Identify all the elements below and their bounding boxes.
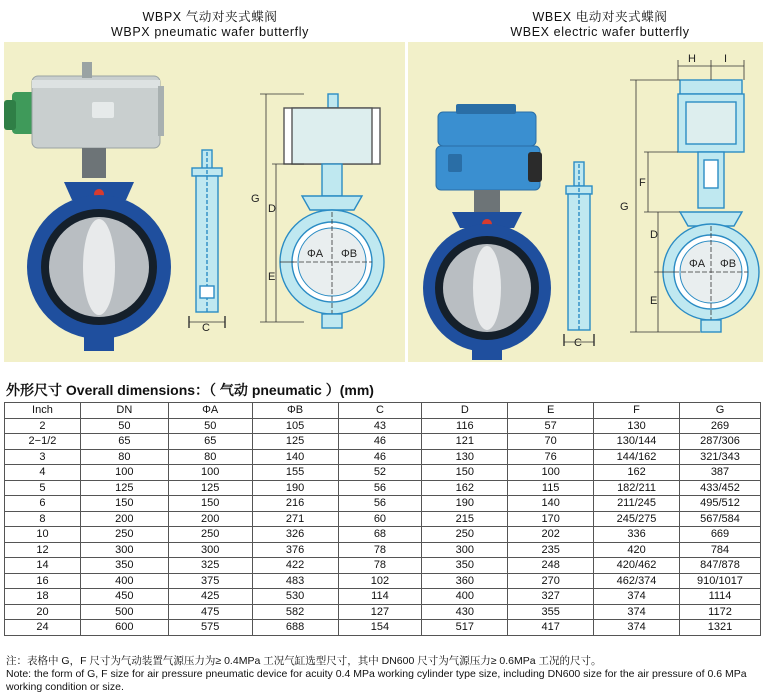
- dimensions-heading: 外形尺寸 Overall dimensions：（ 气动 pneumatic ）(mm): [6, 382, 374, 398]
- table-cell: 287/306: [680, 434, 761, 450]
- electric-front-drawing: [663, 80, 759, 332]
- electric-title-en: WBEX electric wafer butterfly: [510, 25, 690, 39]
- pneumatic-valve-title: [80, 10, 340, 40]
- table-cell: 80: [168, 449, 252, 465]
- table-cell: 2: [5, 418, 81, 434]
- table-cell: 150: [80, 496, 168, 512]
- table-cell: 1321: [680, 620, 761, 636]
- note-cn: 注：表格中 G，F 尺寸为气动装置气源压力为≥ 0.4MPa 工况气缸选型尺寸，其中 DN600 尺寸为气源压力≥ 0.6MPa 工况的尺寸。: [6, 655, 602, 667]
- pneumatic-side-section-drawing: [189, 150, 225, 328]
- table-cell: 271: [252, 511, 338, 527]
- electric-label-phi-a: ΦA: [689, 258, 706, 270]
- table-cell: 462/374: [594, 573, 680, 589]
- table-cell: 355: [508, 604, 594, 620]
- table-cell: 326: [252, 527, 338, 543]
- table-cell: 200: [80, 511, 168, 527]
- note-en: Note: the form of G, F size for air pressure pneumatic device for acuity 0.4 MPa working cylinder type size, including DN600 size for the air pressure of 0.6 MPa working condition or size.: [6, 668, 747, 693]
- table-cell: 784: [680, 542, 761, 558]
- table-row: [5, 604, 761, 620]
- pneumatic-front-drawing: [280, 94, 384, 328]
- column-header: G: [680, 403, 761, 419]
- table-cell: 321/343: [680, 449, 761, 465]
- table-cell: 422: [252, 558, 338, 574]
- electric-title-cn: WBEX 电动对夹式蝶阀: [532, 10, 668, 24]
- column-header: C: [338, 403, 422, 419]
- table-cell: 116: [422, 418, 508, 434]
- pneumatic-valve-illustration: [4, 42, 405, 362]
- electric-label-f: F: [639, 177, 646, 189]
- table-cell: 12: [5, 542, 81, 558]
- table-cell: 360: [422, 573, 508, 589]
- table-row: [5, 527, 761, 543]
- table-cell: 100: [508, 465, 594, 481]
- column-header: DN: [80, 403, 168, 419]
- table-cell: 430: [422, 604, 508, 620]
- table-row: [5, 418, 761, 434]
- column-header: Inch: [5, 403, 81, 419]
- table-cell: 400: [422, 589, 508, 605]
- pneumatic-label-phi-b: ΦB: [341, 248, 358, 260]
- table-cell: 211/245: [594, 496, 680, 512]
- electric-valve-illustration: [408, 42, 763, 362]
- pneumatic-title-cn: WBPX 气动对夹式蝶阀: [142, 10, 278, 24]
- table-cell: 495/512: [680, 496, 761, 512]
- pneumatic-actuator-photo: [4, 62, 164, 178]
- dimensions-table: [4, 402, 761, 636]
- table-cell: 669: [680, 527, 761, 543]
- table-cell: 6: [5, 496, 81, 512]
- table-cell: 2−1/2: [5, 434, 81, 450]
- table-cell: 245/275: [594, 511, 680, 527]
- table-cell: 100: [168, 465, 252, 481]
- table-cell: 374: [594, 604, 680, 620]
- table-cell: 847/878: [680, 558, 761, 574]
- table-cell: 269: [680, 418, 761, 434]
- note-block: [6, 655, 763, 694]
- table-cell: 483: [252, 573, 338, 589]
- electric-label-e: E: [650, 295, 658, 307]
- table-cell: 190: [252, 480, 338, 496]
- table-cell: 155: [252, 465, 338, 481]
- table-row: [5, 480, 761, 496]
- table-row: [5, 496, 761, 512]
- table-cell: 162: [422, 480, 508, 496]
- table-cell: 46: [338, 449, 422, 465]
- table-cell: 417: [508, 620, 594, 636]
- table-cell: 517: [422, 620, 508, 636]
- pneumatic-label-c: C: [202, 322, 210, 334]
- pneumatic-valve-drawing: [4, 42, 405, 362]
- table-cell: 65: [168, 434, 252, 450]
- table-cell: 200: [168, 511, 252, 527]
- electric-label-c: C: [574, 337, 582, 349]
- table-cell: 65: [80, 434, 168, 450]
- pneumatic-label-d: D: [268, 203, 276, 215]
- table-cell: 57: [508, 418, 594, 434]
- table-cell: 420/462: [594, 558, 680, 574]
- table-cell: 8: [5, 511, 81, 527]
- table-cell: 100: [80, 465, 168, 481]
- table-cell: 327: [508, 589, 594, 605]
- table-cell: 52: [338, 465, 422, 481]
- table-cell: 125: [252, 434, 338, 450]
- table-cell: 50: [80, 418, 168, 434]
- table-cell: 10: [5, 527, 81, 543]
- table-cell: 14: [5, 558, 81, 574]
- table-cell: 600: [80, 620, 168, 636]
- table-cell: 140: [252, 449, 338, 465]
- table-cell: 248: [508, 558, 594, 574]
- table-row: [5, 558, 761, 574]
- table-cell: 3: [5, 449, 81, 465]
- table-row: [5, 542, 761, 558]
- table-cell: 105: [252, 418, 338, 434]
- table-cell: 80: [80, 449, 168, 465]
- electric-label-h: H: [688, 53, 696, 65]
- table-cell: 68: [338, 527, 422, 543]
- table-cell: 910/1017: [680, 573, 761, 589]
- table-cell: 475: [168, 604, 252, 620]
- table-header-row: [5, 403, 761, 419]
- table-cell: 127: [338, 604, 422, 620]
- table-row: [5, 465, 761, 481]
- column-header: F: [594, 403, 680, 419]
- table-cell: 300: [422, 542, 508, 558]
- table-cell: 18: [5, 589, 81, 605]
- table-cell: 270: [508, 573, 594, 589]
- table-row: [5, 573, 761, 589]
- table-cell: 202: [508, 527, 594, 543]
- table-cell: 575: [168, 620, 252, 636]
- table-cell: 78: [338, 542, 422, 558]
- table-cell: 216: [252, 496, 338, 512]
- table-cell: 130: [422, 449, 508, 465]
- electric-label-d: D: [650, 229, 658, 241]
- pneumatic-label-g: G: [251, 193, 260, 205]
- electric-valve-body-photo: [423, 212, 551, 360]
- column-header: ΦA: [168, 403, 252, 419]
- table-cell: 215: [422, 511, 508, 527]
- table-cell: 336: [594, 527, 680, 543]
- table-row: [5, 589, 761, 605]
- table-cell: 70: [508, 434, 594, 450]
- table-cell: 78: [338, 558, 422, 574]
- table-cell: 374: [594, 589, 680, 605]
- column-header: D: [422, 403, 508, 419]
- column-header: E: [508, 403, 594, 419]
- table-cell: 350: [422, 558, 508, 574]
- electric-label-i: I: [724, 53, 728, 65]
- table-cell: 374: [594, 620, 680, 636]
- table-cell: 376: [252, 542, 338, 558]
- table-cell: 190: [422, 496, 508, 512]
- pneumatic-label-phi-a: ΦA: [307, 248, 324, 260]
- table-cell: 400: [80, 573, 168, 589]
- table-cell: 24: [5, 620, 81, 636]
- table-cell: 1172: [680, 604, 761, 620]
- electric-side-section-drawing: [564, 162, 594, 346]
- electric-valve-drawing: [408, 42, 763, 362]
- table-cell: 162: [594, 465, 680, 481]
- table-cell: 46: [338, 434, 422, 450]
- table-cell: 16: [5, 573, 81, 589]
- table-cell: 250: [168, 527, 252, 543]
- table-cell: 582: [252, 604, 338, 620]
- table-cell: 102: [338, 573, 422, 589]
- table-cell: 4: [5, 465, 81, 481]
- electric-label-g: G: [620, 201, 629, 213]
- table-cell: 425: [168, 589, 252, 605]
- table-cell: 325: [168, 558, 252, 574]
- table-cell: 50: [168, 418, 252, 434]
- table-cell: 114: [338, 589, 422, 605]
- electric-actuator-photo: [436, 104, 542, 212]
- table-cell: 420: [594, 542, 680, 558]
- table-cell: 56: [338, 480, 422, 496]
- table-row: [5, 434, 761, 450]
- table-cell: 688: [252, 620, 338, 636]
- table-cell: 250: [422, 527, 508, 543]
- table-cell: 350: [80, 558, 168, 574]
- table-cell: 121: [422, 434, 508, 450]
- table-cell: 300: [168, 542, 252, 558]
- table-cell: 60: [338, 511, 422, 527]
- table-cell: 375: [168, 573, 252, 589]
- table-cell: 130/144: [594, 434, 680, 450]
- table-row: [5, 449, 761, 465]
- table-cell: 43: [338, 418, 422, 434]
- table-cell: 20: [5, 604, 81, 620]
- electric-label-phi-b: ΦB: [720, 258, 737, 270]
- table-cell: 130: [594, 418, 680, 434]
- electric-valve-title: [470, 10, 730, 40]
- table-row: [5, 620, 761, 636]
- table-cell: 150: [422, 465, 508, 481]
- table-cell: 125: [80, 480, 168, 496]
- table-cell: 182/211: [594, 480, 680, 496]
- table-cell: 250: [80, 527, 168, 543]
- table-cell: 170: [508, 511, 594, 527]
- table-cell: 125: [168, 480, 252, 496]
- table-cell: 5: [5, 480, 81, 496]
- table-cell: 500: [80, 604, 168, 620]
- table-cell: 433/452: [680, 480, 761, 496]
- pneumatic-valve-body-photo: [27, 182, 171, 351]
- table-cell: 56: [338, 496, 422, 512]
- table-cell: 235: [508, 542, 594, 558]
- pneumatic-title-en: WBPX pneumatic wafer butterfly: [111, 25, 309, 39]
- table-row: [5, 511, 761, 527]
- table-cell: 300: [80, 542, 168, 558]
- column-header: ΦB: [252, 403, 338, 419]
- table-cell: 530: [252, 589, 338, 605]
- pneumatic-label-e: E: [268, 271, 276, 283]
- table-cell: 567/584: [680, 511, 761, 527]
- table-cell: 1114: [680, 589, 761, 605]
- table-cell: 144/162: [594, 449, 680, 465]
- table-cell: 387: [680, 465, 761, 481]
- table-cell: 154: [338, 620, 422, 636]
- table-cell: 450: [80, 589, 168, 605]
- table-cell: 115: [508, 480, 594, 496]
- table-cell: 140: [508, 496, 594, 512]
- table-cell: 150: [168, 496, 252, 512]
- table-cell: 76: [508, 449, 594, 465]
